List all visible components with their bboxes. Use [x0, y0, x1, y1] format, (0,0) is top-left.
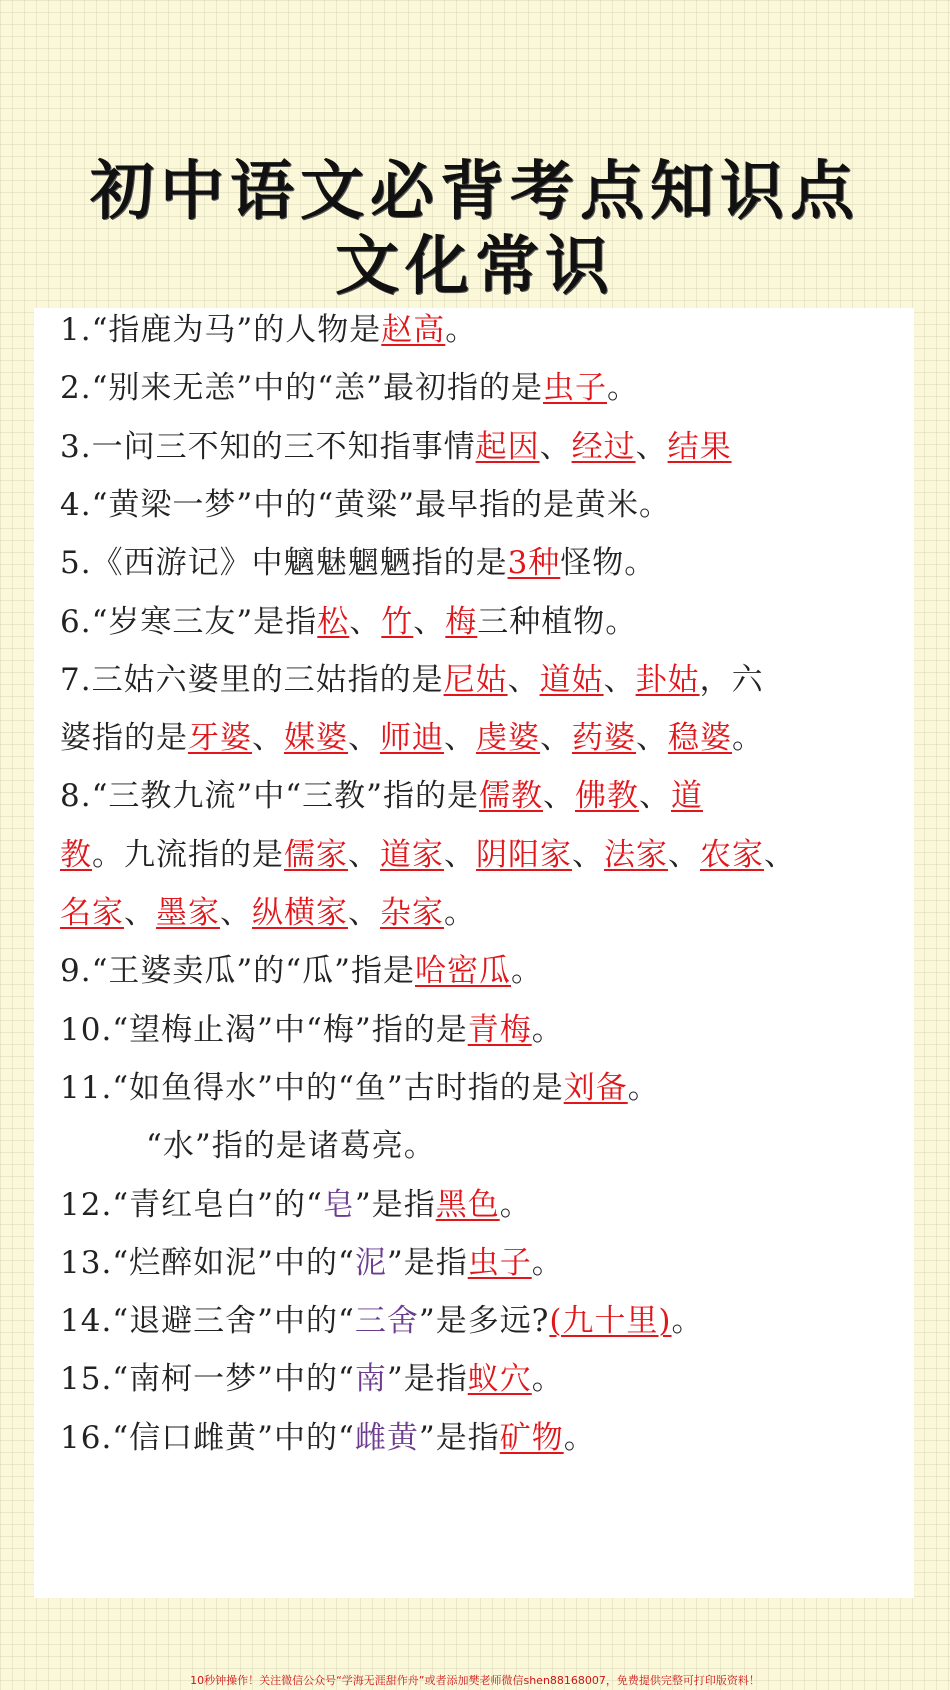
answer-text: 3种 — [507, 545, 561, 582]
list-item — [60, 1185, 532, 1225]
answer-text: 师迪 — [380, 720, 444, 757]
item-text: 4.“黄梁一梦”中的“黄粱”最早指的是黄米。 — [60, 486, 671, 523]
list-item — [60, 951, 543, 991]
answer-text: 道家 — [380, 836, 444, 873]
answer-text: 教 — [60, 836, 92, 873]
list-item — [60, 1010, 564, 1050]
item-text: ”是指 — [386, 1244, 468, 1281]
list-item — [60, 718, 764, 758]
item-text: 11.“如鱼得水”中的“鱼”古时指的是 — [60, 1069, 564, 1106]
item-text: 1.“指鹿为马”的人物是 — [60, 312, 382, 348]
item-text: 、 — [542, 778, 575, 815]
item-text: 2.“别来无恙”中的“恙”最初指的是 — [60, 370, 543, 407]
list-item — [60, 310, 477, 350]
answer-text: 青梅 — [467, 1011, 532, 1048]
footer-note: 10秒钟操作！关注微信公众号“学海无涯甜作舟”或者添加樊老师微信shen88168007，免费提供完整可打印版资料！ — [190, 1674, 760, 1687]
answer-text: 起因 — [475, 428, 540, 465]
item-text: 、 — [220, 895, 252, 931]
item-text: 、 — [540, 720, 572, 757]
item-text: 、 — [124, 895, 156, 931]
keyword-text: 皂 — [322, 1186, 355, 1223]
list-item — [60, 1301, 704, 1341]
item-text: 8.“三教九流”中“三教”指的是 — [60, 778, 479, 815]
item-text: 5.《西游记》中魑魅魍魉指的是 — [60, 545, 508, 582]
list-item — [60, 427, 732, 467]
item-text: 、 — [444, 720, 476, 757]
page-title: 初中语文必背考点知识点 — [90, 155, 860, 229]
list-item — [146, 1126, 436, 1166]
keyword-text: 南 — [354, 1361, 387, 1398]
answer-text: 哈密瓜 — [414, 953, 511, 990]
answer-text: 矿物 — [499, 1419, 564, 1456]
page-subtitle: 文化常识 — [335, 230, 615, 304]
list-item — [60, 485, 671, 525]
item-text: 、 — [638, 778, 671, 815]
list-item — [60, 1243, 564, 1283]
list-item — [60, 1068, 660, 1108]
answer-text: 道 — [670, 778, 703, 815]
list-item — [60, 1359, 564, 1399]
item-text: 、 — [413, 603, 446, 640]
answer-text: 尼姑 — [443, 661, 508, 698]
answer-text: 儒教 — [478, 778, 543, 815]
answer-text: 卦姑 — [635, 661, 700, 698]
item-text: ”是指 — [386, 1361, 468, 1398]
item-text: 、 — [539, 428, 572, 465]
answer-text: 稳婆 — [668, 720, 732, 757]
answer-text: 虔婆 — [476, 720, 540, 757]
item-text: 。 — [531, 1244, 564, 1281]
item-text: 10.“望梅止渴”中“梅”指的是 — [60, 1011, 468, 1048]
item-text: ”是多远? — [418, 1303, 550, 1340]
item-text: 、 — [348, 836, 380, 873]
item-text: 。 — [510, 953, 543, 990]
item-text: 12.“青红皂白”的“ — [60, 1186, 323, 1223]
item-text: 6.“岁寒三友”是指 — [60, 603, 318, 640]
list-item — [60, 776, 703, 816]
answer-text: 赵高 — [381, 312, 446, 348]
list-item — [60, 835, 796, 875]
item-text: 。 — [444, 895, 476, 931]
answer-text: 墨家 — [156, 895, 220, 931]
item-text: 。 — [606, 370, 639, 407]
item-text: 。 — [627, 1069, 660, 1106]
answer-text: 阴阳家 — [476, 836, 572, 873]
list-item — [60, 660, 764, 700]
answer-text: 牙婆 — [188, 720, 252, 757]
item-text: 13.“烂醉如泥”中的“ — [60, 1244, 355, 1281]
item-text: 、 — [252, 720, 284, 757]
item-text: 、 — [572, 836, 604, 873]
answer-text: 佛教 — [574, 778, 639, 815]
answer-text: 虫子 — [467, 1244, 532, 1281]
answer-text: 药婆 — [572, 720, 636, 757]
item-text: 。九流指的是 — [92, 836, 284, 873]
answer-text: 法家 — [604, 836, 668, 873]
list-item — [60, 1418, 596, 1458]
answer-text: 纵横家 — [252, 895, 348, 931]
item-text: 、 — [764, 836, 796, 873]
answer-text: 经过 — [571, 428, 636, 465]
item-text: 。 — [531, 1361, 564, 1398]
answer-text: 名家 — [60, 895, 124, 931]
item-text: 14.“退避三舍”中的“ — [60, 1303, 355, 1340]
item-text: 、 — [444, 836, 476, 873]
answer-text: 蚁穴 — [467, 1361, 532, 1398]
item-text: 婆指的是 — [60, 720, 188, 757]
answer-text: 道姑 — [539, 661, 604, 698]
answer-text: 竹 — [381, 603, 414, 640]
item-text: “水”指的是诸葛亮。 — [146, 1128, 436, 1165]
item-text: 。 — [671, 1303, 704, 1340]
list-item — [60, 368, 639, 408]
item-text: ”是指 — [354, 1186, 436, 1223]
answer-text: (九十里) — [549, 1303, 672, 1340]
item-text: 、 — [668, 836, 700, 873]
keyword-text: 三舍 — [354, 1303, 419, 1340]
answer-text: 儒家 — [284, 836, 348, 873]
answer-text: 松 — [317, 603, 350, 640]
item-text: 16.“信口雌黄”中的“ — [60, 1419, 355, 1456]
answer-text: 媒婆 — [284, 720, 348, 757]
item-text: 、 — [603, 661, 636, 698]
list-item — [60, 543, 656, 583]
item-text: 7.三姑六婆里的三姑指的是 — [60, 661, 444, 698]
answer-text: 杂家 — [380, 895, 444, 931]
item-text: 怪物。 — [560, 545, 657, 582]
item-text: 、 — [348, 720, 380, 757]
item-text: 。 — [445, 312, 478, 348]
answer-text: 虫子 — [542, 370, 607, 407]
item-text: 3.一问三不知的三不知指事情 — [60, 428, 476, 465]
answer-text: 黑色 — [435, 1186, 500, 1223]
answer-text: 梅 — [445, 603, 478, 640]
keyword-text: 泥 — [354, 1244, 387, 1281]
item-text: 、 — [348, 895, 380, 931]
item-text: 。 — [499, 1186, 532, 1223]
item-text: 9.“王婆卖瓜”的“瓜”指是 — [60, 953, 415, 990]
item-text: ”是指 — [418, 1419, 500, 1456]
item-text: 。 — [531, 1011, 564, 1048]
item-text: 、 — [507, 661, 540, 698]
item-text: 、 — [635, 428, 668, 465]
answer-text: 结果 — [667, 428, 732, 465]
item-text: 、 — [636, 720, 668, 757]
item-text: ，六 — [699, 661, 764, 698]
item-text: 。 — [563, 1419, 596, 1456]
item-text: 15.“南柯一梦”中的“ — [60, 1361, 355, 1398]
list-item — [60, 893, 476, 933]
keyword-text: 雌黄 — [354, 1419, 419, 1456]
answer-text: 农家 — [700, 836, 764, 873]
answer-text: 刘备 — [563, 1069, 628, 1106]
item-text: 。 — [732, 720, 764, 757]
list-item — [60, 602, 637, 642]
item-text: 三种植物。 — [477, 603, 638, 640]
item-text: 、 — [349, 603, 382, 640]
